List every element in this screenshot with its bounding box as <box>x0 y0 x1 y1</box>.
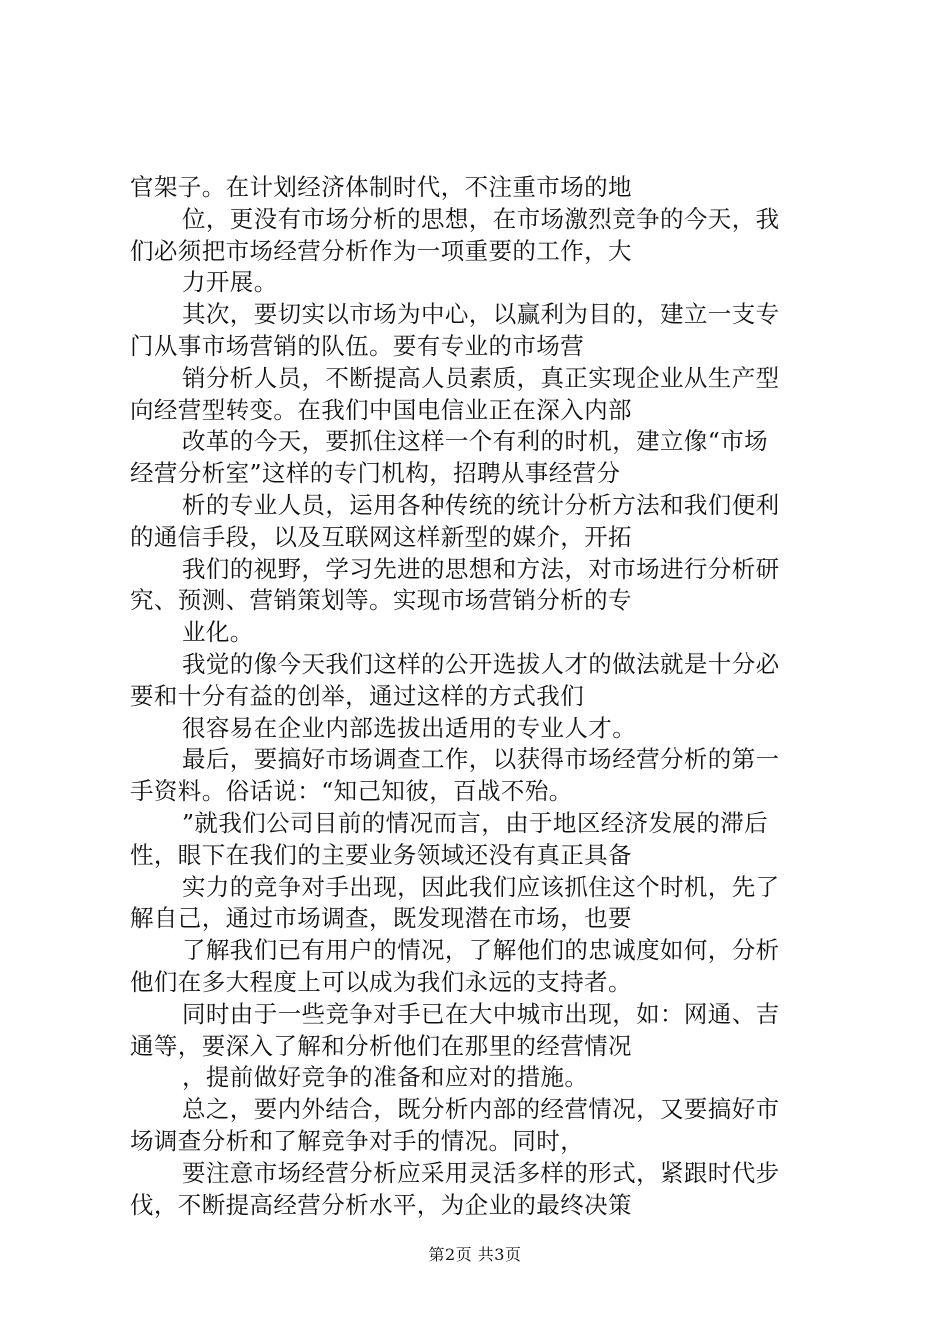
text-line: ，提前做好竞争的准备和应对的措施。 <box>182 1063 589 1092</box>
text-line: 位，更没有市场分析的思想，在市场激烈竞争的今天，我 <box>182 204 780 233</box>
text-line: 场调查分析和了解竞争对手的情况。同时， <box>130 1126 585 1155</box>
text-line: 析的专业人员，运用各种传统的统计分析方法和我们便利 <box>182 490 780 519</box>
text-line: 其次，要切实以市场为中心，以赢利为目的，建立一支专 <box>182 300 780 329</box>
text-line: 实力的竞争对手出现，因此我们应该抓住这个时机，先了 <box>182 872 780 901</box>
text-line: 力开展。 <box>182 268 278 297</box>
text-line: 性，眼下在我们的主要业务领域还没有真正具备 <box>130 840 632 869</box>
body-text <box>130 172 830 1221</box>
text-line: ”就我们公司目前的情况而言，由于地区经济发展的滞后 <box>182 808 769 837</box>
text-line: 销分析人员，不断提高人员素质，真正实现企业从生产型 <box>182 363 780 392</box>
text-line: 要注意市场经营分析应采用灵活多样的形式，紧跟时代步 <box>182 1158 780 1187</box>
text-line: 向经营型转变。在我们中国电信业正在深入内部 <box>130 395 632 424</box>
text-line: 最后，要搞好市场调查工作，以获得市场经营分析的第一 <box>182 745 780 774</box>
text-line: 经营分析室”这样的专门机构，招聘从事经营分 <box>130 459 621 488</box>
text-line: 们必须把市场经营分析作为一项重要的工作，大 <box>130 236 632 265</box>
text-line: 手资料。俗话说：“知己知彼，百战不殆。 <box>130 777 573 806</box>
text-line: 很容易在企业内部选拔出适用的专业人才。 <box>182 713 637 742</box>
text-line: 了解我们已有用户的情况，了解他们的忠诚度如何，分析 <box>182 936 780 965</box>
text-line: 同时由于一些竞争对手已在大中城市出现，如：网通、吉 <box>182 999 780 1028</box>
text-line: 我觉的像今天我们这样的公开选拔人才的做法就是十分必 <box>182 649 780 678</box>
text-line: 我们的视野，学习先进的思想和方法，对市场进行分析研 <box>182 554 780 583</box>
text-line: 究、预测、营销策划等。实现市场营销分析的专 <box>130 586 632 615</box>
text-line: 他们在多大程度上可以成为我们永远的支持者。 <box>130 967 632 996</box>
text-line: 解自己，通过市场调查，既发现潜在市场，也要 <box>130 904 632 933</box>
text-line: 总之，要内外结合，既分析内部的经营情况，又要搞好市 <box>182 1095 780 1124</box>
text-line: 通等，要深入了解和分析他们在那里的经营情况 <box>130 1031 632 1060</box>
page-footer: 第2页 共3页 <box>428 1245 522 1264</box>
text-line: 的通信手段，以及互联网这样新型的媒介，开拓 <box>130 522 632 551</box>
text-line: 改革的今天，要抓住这样一个有利的时机，建立像“市场 <box>182 427 769 456</box>
text-line: 业化。 <box>182 618 254 647</box>
text-line: 伐，不断提高经营分析水平，为企业的最终决策 <box>130 1190 632 1219</box>
text-line: 官架子。在计划经济体制时代，不注重市场的地 <box>130 173 632 201</box>
text-line: 要和十分有益的创举，通过这样的方式我们 <box>130 681 585 710</box>
text-line: 门从事市场营销的队伍。要有专业的市场营 <box>130 331 585 360</box>
